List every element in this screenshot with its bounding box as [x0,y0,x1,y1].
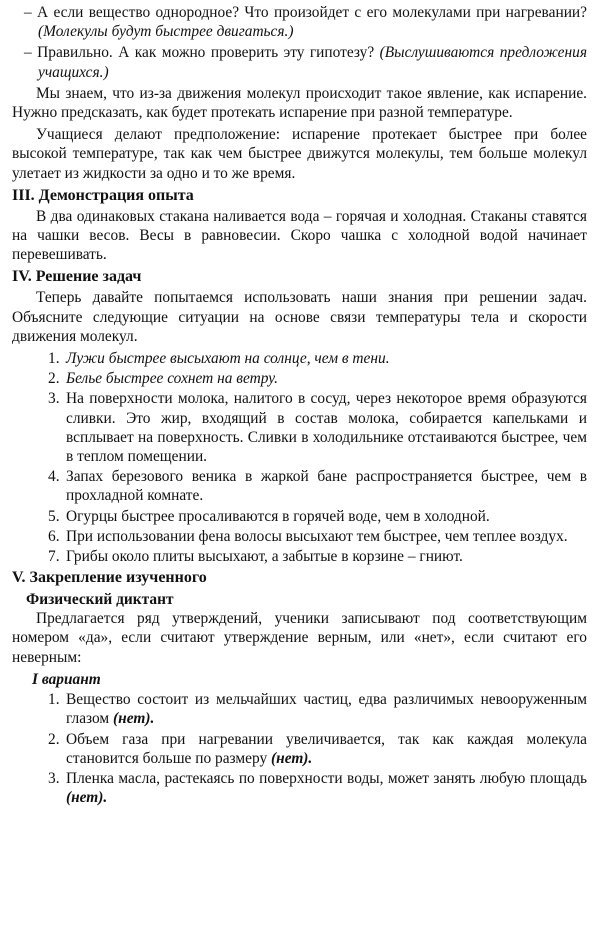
paragraph: Предлагается ряд утверждений, ученики записывают под соответствующим номером «да», если считают утверждение верным, или «нет», если считают его неверным: [12,610,587,666]
item-number: 1. [48,350,60,368]
list-item [12,389,587,466]
dialogue-line [12,43,587,81]
dialogue-question: – А если вещество однородное? Что произойдет с его молекулами при нагревании? [24,4,587,21]
item-text: Белье быстрее сохнет на ветру. [66,370,278,388]
item-text: Запах березового веника в жаркой бане распространяется быстрее, чем в прохладной комнате. [66,468,587,505]
list-item [12,369,587,388]
item-text: Вещество состоит из мельчайших частиц, едва различимых невооруженным глазом [66,691,587,728]
list-item [12,349,587,368]
item-answer: (нет). [66,789,108,807]
item-text: Лужи быстрее высыхают на солнце, чем в тени. [66,350,390,368]
item-number: 2. [48,730,60,748]
task-list [12,349,587,566]
item-number: 2. [48,370,60,388]
dialogue-question: – Правильно. А как можно проверить эту гипотезу? [24,44,375,62]
paragraph: В два одинаковых стакана наливается вода – горячая и холодная. Стаканы ставятся на чашки весов. Весы в равновесии. Скоро чашка с холодной водой начинает перевешивать. [12,207,587,264]
paragraph: Теперь давайте попытаемся использовать наши знания при решении задач. Объясните следующие ситуации на основе связи температуры тела и скорости движения молекул. [12,289,587,345]
list-item [12,690,587,728]
item-answer: (нет). [113,710,155,728]
section-heading: III. Демонстрация опыта [12,186,194,204]
paragraph: Мы знаем, что из-за движения молекул происходит такое явление, как испарение. Нужно предсказать, как будет протекать испарение при разной температуре. [12,84,587,122]
dialogue-line [12,3,587,41]
list-item [12,547,587,566]
item-number: 7. [48,548,60,566]
item-text: При использовании фена волосы высыхают тем быстрее, чем теплее воздух. [66,527,568,545]
section-heading: IV. Решение задач [12,268,142,286]
item-number: 3. [48,769,60,787]
dictation-list [12,690,587,807]
paragraph: Учащиеся делают предположение: испарение протекает быстрее при более высокой температуре, так как чем быстрее движутся молекулы, тем больше молекул улетает из жидкости за одно и то же время. [12,126,587,182]
item-number: 5. [48,507,60,525]
section-heading: V. Закрепление изученного [12,569,207,587]
item-text: Грибы около плиты высыхают, а забытые в корзине – гниют. [66,548,463,566]
item-number: 4. [48,468,60,486]
list-item [12,467,587,505]
item-answer: (нет). [271,749,313,767]
dialogue-answer: (Выслушиваются предложения учащихся.) [38,44,587,81]
list-item [12,507,587,526]
list-item [12,527,587,546]
item-number: 1. [48,691,60,709]
dialogue-answer: (Молекулы будут быстрее двигаться.) [38,23,294,41]
list-item [12,769,587,807]
variant-label: I вариант [32,670,101,688]
item-text: Огурцы быстрее просаливаются в горячей воде, чем в холодной. [66,507,490,525]
item-number: 3. [48,390,60,408]
item-text: На поверхности молока, налитого в сосуд, через некоторое время образуются сливки. Это жир, входящий в состав молока, собирается капельками и всплывает на поверхность. Сливки в холодильнике отстаиваются быстрее, чем в теплом помещении. [66,390,587,466]
item-number: 6. [48,527,60,545]
list-item [12,730,587,768]
subheading: Физический диктант [26,591,174,609]
item-text: Пленка масла, растекаясь по поверхности воды, может занять любую площадь [66,769,587,787]
item-text: Объем газа при нагревании увеличивается, так как каждая молекула становится больше по размеру [66,730,587,767]
